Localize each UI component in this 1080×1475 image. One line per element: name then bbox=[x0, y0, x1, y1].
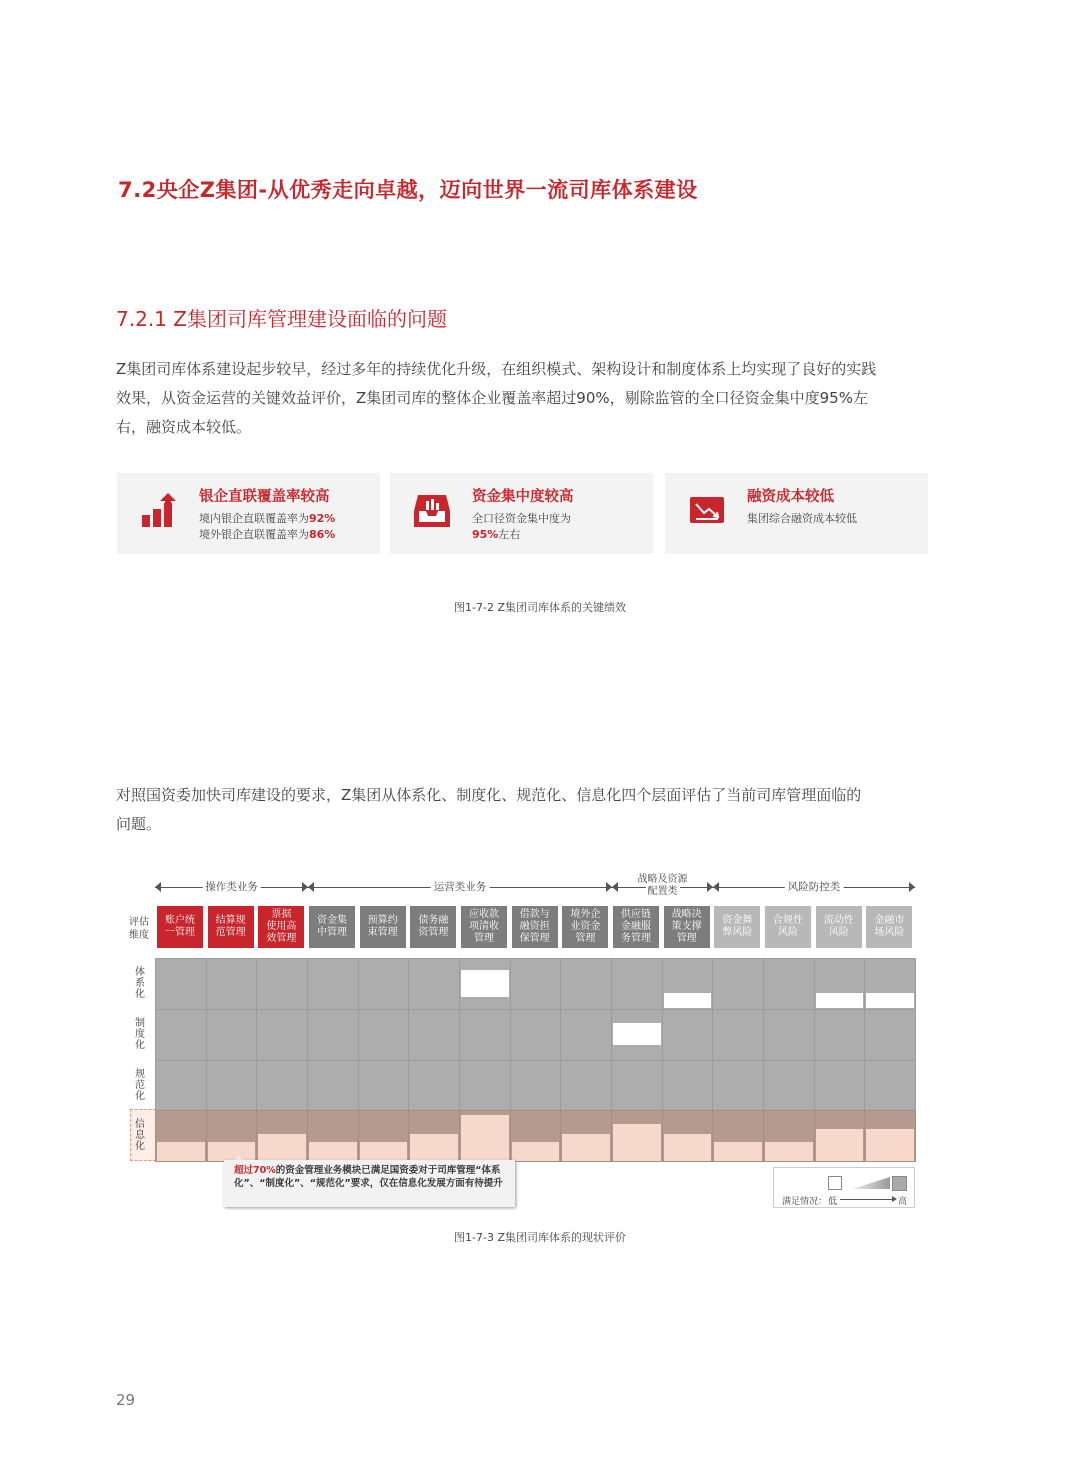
paragraph-line: 效果，从资金运营的关键效益评价，Z集团司库的整体企业覆盖率超过90%，剔除监管的全口径资金集中度95%左 bbox=[116, 389, 868, 407]
grid-cell bbox=[256, 958, 308, 1010]
grid-cell bbox=[814, 1110, 866, 1162]
grid-cell bbox=[611, 958, 663, 1010]
dimension-label bbox=[129, 916, 149, 942]
trend-down-icon bbox=[687, 491, 727, 531]
legend-low-label: 低 bbox=[828, 1197, 838, 1207]
row-label-char: 体 bbox=[135, 967, 145, 978]
column-header bbox=[664, 906, 710, 948]
card-title: 融资成本较低 bbox=[747, 489, 834, 505]
column-header-line: 金融市 bbox=[874, 915, 905, 926]
card-title: 资金集中度较高 bbox=[472, 489, 574, 505]
gap-fill bbox=[410, 1134, 458, 1161]
column-header-line: 资金舞 bbox=[722, 915, 753, 926]
callout-highlight: 超过70% bbox=[234, 1165, 276, 1176]
column-header-label bbox=[469, 909, 499, 945]
legend-label: 满足情况： bbox=[782, 1197, 828, 1207]
grid-cell bbox=[611, 1110, 663, 1162]
intro-paragraph bbox=[116, 355, 928, 442]
column-header-line: 应收款 bbox=[469, 909, 500, 920]
grid-cell bbox=[560, 958, 612, 1010]
grid-cell bbox=[358, 958, 410, 1010]
column-header-label bbox=[874, 915, 904, 939]
column-header-line: 束管理 bbox=[367, 927, 398, 938]
column-header-label bbox=[672, 909, 702, 945]
grid-cell bbox=[459, 958, 511, 1010]
grid-cell bbox=[358, 1060, 410, 1112]
row-label-char: 信 bbox=[135, 1119, 145, 1131]
dimension-label-line: 维度 bbox=[129, 930, 149, 941]
paragraph-line: 问题。 bbox=[116, 815, 162, 833]
column-header-line: 境外企 bbox=[570, 909, 601, 920]
dimension-label-line: 评估 bbox=[129, 917, 149, 928]
column-header-line: 场风险 bbox=[874, 927, 905, 938]
inbox-tray-icon bbox=[412, 491, 452, 531]
figure-caption: 图1-7-3 Z集团司库体系的现状评价 bbox=[454, 1231, 626, 1244]
gap-fill bbox=[664, 1134, 712, 1161]
row-label bbox=[131, 967, 149, 1000]
grid-cell bbox=[763, 1110, 815, 1162]
column-header-label bbox=[418, 915, 448, 939]
page-number: 29 bbox=[116, 1391, 136, 1409]
grid-cell bbox=[814, 958, 866, 1010]
grid-cell bbox=[206, 958, 258, 1010]
column-header bbox=[562, 906, 608, 948]
card-line bbox=[472, 526, 520, 542]
card-text: 境内银企直联覆盖率为 bbox=[199, 512, 309, 525]
kpi-card-bank-link bbox=[117, 473, 380, 554]
grid-cell bbox=[560, 1009, 612, 1061]
row-label-char: 化 bbox=[135, 1090, 145, 1102]
category-risk bbox=[713, 879, 915, 897]
card-line bbox=[199, 510, 335, 526]
evaluation-grid bbox=[155, 958, 915, 1161]
card-title: 银企直联覆盖率较高 bbox=[199, 489, 330, 505]
category-label-line: 战略及资源 bbox=[637, 874, 688, 885]
gap-fill bbox=[664, 993, 712, 1008]
category-label: 风险防控类 bbox=[785, 879, 844, 894]
card-value: 95% bbox=[472, 528, 499, 541]
gap-fill bbox=[816, 993, 864, 1008]
column-header bbox=[157, 906, 203, 948]
row-label-char: 制 bbox=[135, 1017, 145, 1029]
card-text: 左右 bbox=[498, 528, 521, 541]
column-header-label bbox=[165, 915, 195, 939]
legend-arrow-head bbox=[892, 1196, 897, 1202]
column-header-label bbox=[722, 915, 752, 939]
legend-arrow-line bbox=[840, 1199, 894, 1200]
grid-cell bbox=[763, 1060, 815, 1112]
grid-cell bbox=[307, 958, 359, 1010]
grid-cell bbox=[358, 1110, 410, 1162]
column-header bbox=[309, 906, 355, 948]
grid-cell bbox=[206, 1110, 258, 1162]
column-header bbox=[512, 906, 558, 948]
grid-cell bbox=[155, 1009, 207, 1061]
legend-high-swatch bbox=[892, 1176, 907, 1191]
grid-cell bbox=[864, 1110, 916, 1162]
column-header-label bbox=[216, 915, 246, 939]
gap-fill bbox=[461, 970, 509, 997]
grid-cell bbox=[662, 1009, 714, 1061]
column-header-line: 流动性 bbox=[823, 915, 854, 926]
gap-fill bbox=[157, 1142, 205, 1161]
grid-cell bbox=[560, 1110, 612, 1162]
grid-cell bbox=[155, 958, 207, 1010]
grid-cell bbox=[256, 1110, 308, 1162]
grid-cell bbox=[662, 1060, 714, 1112]
paragraph-line: 对照国资委加快司库建设的要求，Z集团从体系化、制度化、规范化、信息化四个层面评估了当前司库管理面临的 bbox=[116, 786, 862, 804]
column-header-line: 债务融 bbox=[418, 915, 449, 926]
gap-fill bbox=[765, 1142, 813, 1161]
column-header-line: 供应链 bbox=[621, 909, 652, 920]
row-label bbox=[131, 1119, 149, 1152]
column-header bbox=[866, 906, 912, 948]
column-header-label bbox=[368, 915, 398, 939]
legend-low-swatch bbox=[828, 1176, 842, 1190]
column-header-line: 借款与 bbox=[519, 909, 550, 920]
column-header-line: 资金集 bbox=[317, 915, 347, 926]
grid-cell bbox=[459, 1060, 511, 1112]
grid-cell bbox=[256, 1009, 308, 1061]
column-header-line: 一管理 bbox=[165, 927, 195, 938]
column-header-line: 风险 bbox=[828, 927, 849, 938]
gap-fill bbox=[613, 1023, 661, 1045]
row-label-char: 度 bbox=[135, 1028, 145, 1040]
column-header-label bbox=[621, 909, 651, 945]
column-header-line: 策支撑 bbox=[671, 921, 702, 932]
category-operational bbox=[308, 879, 612, 897]
grid-cell bbox=[763, 1009, 815, 1061]
column-header-label bbox=[773, 915, 803, 939]
column-header bbox=[765, 906, 811, 948]
card-text: 全口径资金集中度为 bbox=[472, 512, 571, 525]
card-text: 境外银企直联覆盖率为 bbox=[199, 528, 309, 541]
legend bbox=[773, 1167, 915, 1208]
column-header-line: 风险 bbox=[778, 927, 799, 938]
kpi-card-fund-concentration bbox=[390, 473, 653, 554]
grid-cell bbox=[510, 1009, 562, 1061]
column-header-line: 务管理 bbox=[621, 933, 652, 944]
grid-cell bbox=[662, 1110, 714, 1162]
paragraph-line: Z集团司库体系建设起步较早，经过多年的持续优化升级，在组织模式、架构设计和制度体系上均实现了良好的实践 bbox=[116, 360, 877, 378]
column-header-line: 结算规 bbox=[215, 915, 246, 926]
grid-cell bbox=[256, 1060, 308, 1112]
column-header-line: 战略决 bbox=[671, 909, 702, 920]
grid-cell bbox=[307, 1110, 359, 1162]
grid-cell bbox=[408, 1110, 460, 1162]
figure-caption: 图1-7-2 Z集团司库体系的关键绩效 bbox=[454, 601, 626, 614]
grid-cell bbox=[206, 1060, 258, 1112]
card-text: 集团综合融资成本较低 bbox=[747, 512, 857, 525]
grid-cell bbox=[864, 1009, 916, 1061]
column-header-line: 金融服 bbox=[621, 921, 652, 932]
callout-text: 的资金管理业务模块已满足国资委对于司库管理“体系化”、“制度化”、“规范化”要求，仅在信息化发展方面有待提升 bbox=[234, 1165, 503, 1189]
gap-fill bbox=[613, 1124, 661, 1161]
column-header bbox=[410, 906, 456, 948]
column-header-line: 中管理 bbox=[317, 927, 347, 938]
gap-fill bbox=[866, 1129, 914, 1161]
card-line bbox=[199, 526, 335, 542]
column-header-line: 票据 bbox=[271, 909, 292, 920]
legend-gradient-wedge bbox=[852, 1177, 890, 1189]
row-label-char: 化 bbox=[135, 1141, 145, 1153]
grid-cell bbox=[408, 1009, 460, 1061]
grid-cell bbox=[155, 1060, 207, 1112]
grid-cell bbox=[712, 1009, 764, 1061]
column-header-line: 范管理 bbox=[215, 927, 246, 938]
paragraph-line: 右，融资成本较低。 bbox=[116, 418, 252, 436]
grid-cell bbox=[206, 1009, 258, 1061]
grid-cell bbox=[662, 958, 714, 1010]
grid-cell bbox=[611, 1060, 663, 1112]
category-operations bbox=[155, 879, 308, 897]
gap-fill bbox=[461, 1115, 509, 1161]
column-header-line: 管理 bbox=[575, 933, 596, 944]
column-header-label bbox=[317, 915, 347, 939]
grid-cell bbox=[712, 1060, 764, 1112]
gap-fill bbox=[714, 1142, 762, 1161]
grid-cell bbox=[510, 958, 562, 1010]
grid-cell bbox=[459, 1110, 511, 1162]
column-header bbox=[461, 906, 507, 948]
row-label-char: 化 bbox=[135, 1039, 145, 1051]
column-header-line: 效管理 bbox=[266, 933, 297, 944]
row-label bbox=[131, 1069, 149, 1102]
column-header-line: 融资担 bbox=[519, 921, 550, 932]
column-header bbox=[613, 906, 659, 948]
card-value: 86% bbox=[309, 528, 336, 541]
category-label-line: 配置类 bbox=[647, 886, 678, 897]
column-header-line: 账户统 bbox=[165, 915, 195, 926]
column-header-line: 项清收 bbox=[469, 921, 500, 932]
column-header bbox=[714, 906, 760, 948]
column-header bbox=[208, 906, 254, 948]
grid-cell bbox=[712, 1110, 764, 1162]
column-header-line: 资管理 bbox=[418, 927, 449, 938]
gap-fill bbox=[866, 993, 914, 1008]
grid-cell bbox=[611, 1009, 663, 1061]
row-label-char: 范 bbox=[135, 1079, 145, 1091]
grid-cell bbox=[155, 1110, 207, 1162]
column-header-line: 预算约 bbox=[367, 915, 398, 926]
kpi-card-financing-cost bbox=[665, 473, 928, 554]
callout-note bbox=[224, 1160, 515, 1207]
grid-cell bbox=[814, 1009, 866, 1061]
column-header-line: 管理 bbox=[676, 933, 697, 944]
grid-cell bbox=[864, 1060, 916, 1112]
grid-cell bbox=[510, 1060, 562, 1112]
category-label: 运营类业务 bbox=[431, 879, 490, 894]
grid-cell bbox=[864, 958, 916, 1010]
column-header-line: 使用高 bbox=[266, 921, 297, 932]
grid-cell bbox=[307, 1060, 359, 1112]
column-header-label bbox=[266, 909, 296, 945]
subsection-title: 7.2.1 Z集团司库管理建设面临的问题 bbox=[116, 307, 447, 331]
column-header-line: 合规性 bbox=[773, 915, 804, 926]
row-label-char: 息 bbox=[135, 1130, 145, 1142]
assessment-paragraph bbox=[116, 781, 928, 839]
grid-cell bbox=[510, 1110, 562, 1162]
row-label-char: 规 bbox=[135, 1068, 145, 1080]
column-header-line: 保管理 bbox=[519, 933, 550, 944]
column-header-label bbox=[520, 909, 550, 945]
column-header bbox=[258, 906, 304, 948]
column-header-line: 管理 bbox=[474, 933, 495, 944]
column-header bbox=[816, 906, 862, 948]
gap-fill bbox=[309, 1142, 357, 1161]
gap-fill bbox=[512, 1142, 560, 1161]
grid-cell bbox=[763, 958, 815, 1010]
bar-chart-growth-icon bbox=[139, 491, 179, 531]
gap-fill bbox=[258, 1134, 306, 1161]
row-label-char: 系 bbox=[135, 978, 145, 989]
column-header-line: 业资金 bbox=[570, 921, 601, 932]
grid-cell bbox=[307, 1009, 359, 1061]
grid-cell bbox=[560, 1060, 612, 1112]
grid-cell bbox=[358, 1009, 410, 1061]
column-header-line: 弊风险 bbox=[722, 927, 753, 938]
gap-fill bbox=[360, 1142, 408, 1161]
grid-cell bbox=[814, 1060, 866, 1112]
column-header-label bbox=[570, 909, 600, 945]
column-header bbox=[360, 906, 406, 948]
grid-cell bbox=[408, 958, 460, 1010]
category-label: 操作类业务 bbox=[202, 879, 261, 894]
grid-cell bbox=[712, 958, 764, 1010]
gap-fill bbox=[816, 1129, 864, 1161]
row-label bbox=[131, 1018, 149, 1051]
card-value: 92% bbox=[309, 512, 336, 525]
grid-cell bbox=[459, 1009, 511, 1061]
row-label-char: 化 bbox=[135, 989, 145, 1000]
category-strategy-label bbox=[612, 874, 713, 898]
gap-fill bbox=[562, 1134, 610, 1161]
grid-cell bbox=[408, 1060, 460, 1112]
column-header-label bbox=[824, 915, 854, 939]
section-title: 7.2央企Z集团-从优秀走向卓越，迈向世界一流司库体系建设 bbox=[118, 178, 698, 202]
legend-high-label: 高 bbox=[898, 1197, 908, 1207]
